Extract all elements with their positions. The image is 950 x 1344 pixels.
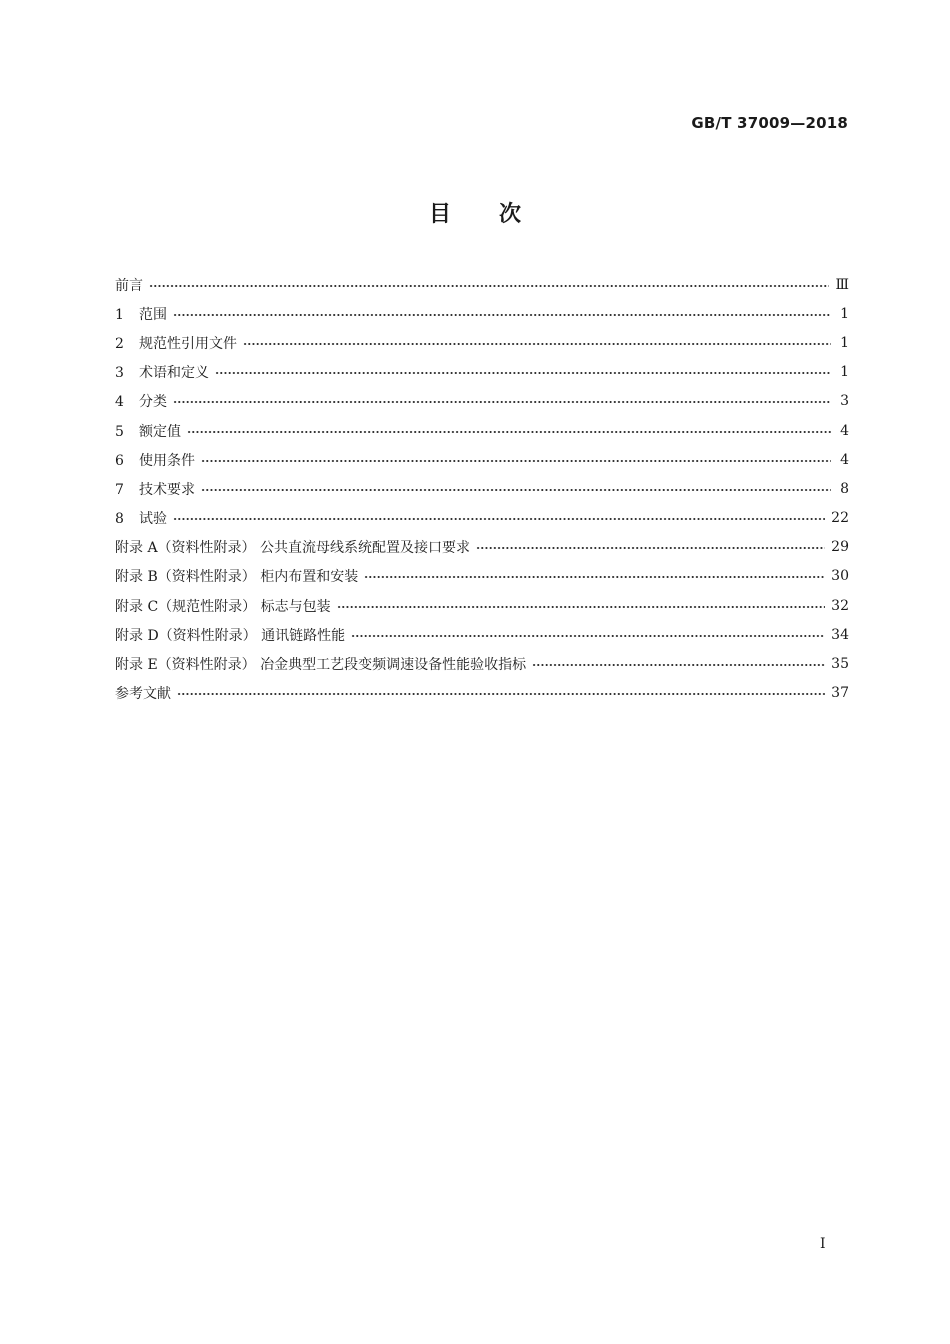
toc-entry-text: 术语和定义 [139, 365, 209, 382]
toc-leader-dots [351, 632, 825, 640]
toc-entry-appendix-a[interactable] [115, 533, 849, 562]
toc-entry-6[interactable] [115, 445, 849, 474]
toc-entry-text: 技术要求 [139, 481, 195, 498]
toc-entry-text: 分类 [139, 394, 167, 411]
toc-page-number: 4 [840, 422, 849, 439]
toc-entry-label: 参考文献 [115, 686, 171, 703]
toc-leader-dots [532, 661, 825, 669]
toc-entry-5[interactable] [115, 416, 849, 445]
toc-page-number: 3 [840, 393, 849, 410]
toc-leader-dots [177, 690, 825, 698]
toc-entry-label [115, 362, 215, 382]
toc-entry-label [115, 304, 173, 324]
toc-page-number: 37 [831, 685, 849, 702]
toc-entry-appendix-b[interactable] [115, 562, 849, 591]
toc-entry-label: 附录 A（资料性附录） 公共直流母线系统配置及接口要求 [115, 540, 471, 557]
toc-entry-text: 试验 [139, 511, 167, 528]
toc-leader-dots [201, 457, 831, 465]
toc-leader-dots [173, 398, 831, 406]
toc-entry-references[interactable] [115, 679, 849, 708]
toc-leader-dots [243, 340, 831, 348]
toc-page-number: 35 [831, 656, 849, 673]
toc-entry-text: 额定值 [139, 423, 181, 440]
toc-entry-number: 5 [115, 423, 124, 440]
toc-page-number: 1 [840, 334, 849, 351]
toc-entry-label [115, 450, 201, 470]
toc-entry-number: 3 [115, 365, 124, 382]
toc-entry-label: 附录 B（资料性附录） 柜内布置和安装 [115, 569, 359, 586]
toc-leader-dots [173, 515, 825, 523]
toc-page-number: 29 [831, 539, 849, 556]
toc-entry-2[interactable] [115, 328, 849, 357]
toc-page-number: 1 [840, 364, 849, 381]
toc-entry-appendix-d[interactable] [115, 620, 849, 649]
toc-entry-number: 2 [115, 335, 124, 352]
toc-page-number: 1 [840, 305, 849, 322]
toc-entry-number: 1 [115, 306, 124, 323]
toc-entry-number: 7 [115, 481, 124, 498]
toc-entry-number: 6 [115, 452, 124, 469]
toc-entry-label [115, 508, 173, 528]
toc-entry-3[interactable] [115, 358, 849, 387]
toc-entry-label: 附录 D（资料性附录） 通讯链路性能 [115, 627, 346, 644]
toc-entry-label: 附录 E（资料性附录） 冶金典型工艺段变频调速设备性能验收指标 [115, 657, 527, 674]
toc-entry-number: 8 [115, 511, 124, 528]
toc-leader-dots [173, 311, 831, 319]
toc-leader-dots [149, 282, 829, 290]
toc-leader-dots [476, 544, 825, 552]
toc-entry-number: 4 [115, 394, 124, 411]
toc-page-number: Ⅲ [835, 276, 849, 293]
toc-entry-7[interactable] [115, 474, 849, 503]
toc-entry-text: 使用条件 [139, 452, 195, 469]
toc-entry-label [115, 333, 243, 353]
toc-entry-label: 附录 C（规范性附录） 标志与包装 [115, 598, 331, 615]
table-of-contents [115, 270, 849, 708]
toc-page-number: 22 [831, 510, 849, 527]
toc-page-number: 30 [831, 568, 849, 585]
toc-entry-1[interactable] [115, 299, 849, 328]
toc-page-number: 34 [831, 626, 849, 643]
toc-entry-label [115, 391, 173, 411]
toc-title: 目次 [428, 202, 569, 227]
toc-leader-dots [201, 486, 831, 494]
toc-entry-foreword[interactable] [115, 270, 849, 299]
toc-entry-4[interactable] [115, 387, 849, 416]
toc-leader-dots [187, 428, 831, 436]
toc-entry-8[interactable] [115, 504, 849, 533]
toc-entry-appendix-c[interactable] [115, 591, 849, 620]
toc-page-number: 32 [831, 597, 849, 614]
toc-leader-dots [337, 603, 826, 611]
toc-page-number: 4 [840, 451, 849, 468]
toc-entry-label: 前言 [115, 277, 143, 294]
page-number: I [820, 1236, 826, 1252]
toc-entry-label [115, 421, 187, 441]
toc-page-number: 8 [840, 480, 849, 497]
standard-number: GB/T 37009—2018 [691, 114, 848, 132]
toc-entry-text: 范围 [139, 306, 167, 323]
toc-entry-label [115, 479, 201, 499]
toc-entry-appendix-e[interactable] [115, 649, 849, 678]
toc-entry-text: 规范性引用文件 [139, 335, 237, 352]
toc-leader-dots [215, 369, 831, 377]
toc-leader-dots [364, 573, 825, 581]
